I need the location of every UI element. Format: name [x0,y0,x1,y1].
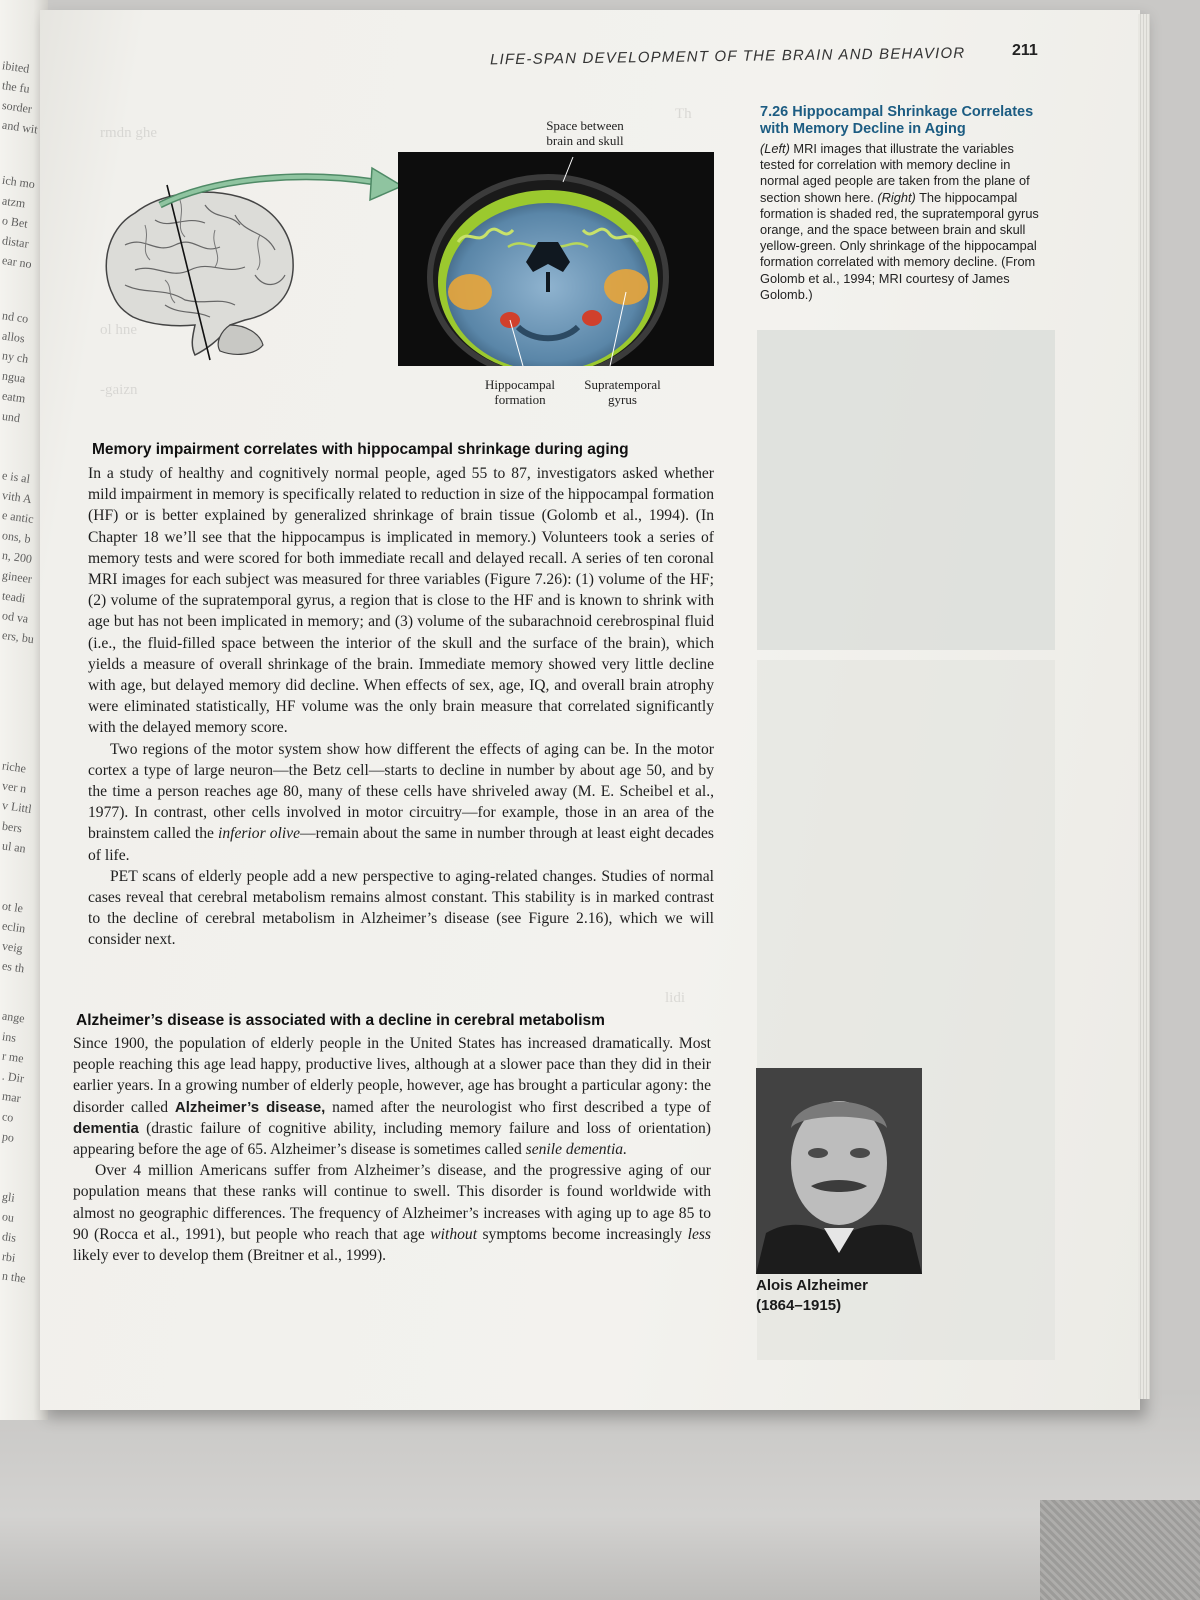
mri-coronal-image [398,152,714,366]
show-through-text: ol hne [100,322,138,338]
show-through-text: rmdn ghe [100,125,158,141]
paragraph: Over 4 million Americans suffer from Alzheimer’s disease, and the progressive aging of our population means that these ranks will continue to swell. This disorder is found worldwide with almost no geographic differences. The frequency of Alzheimer’s increases with aging up to age 85 to 90 (Rocca et al., 1991), but people who reach that age without symptoms become increasingly less likely ever to develop them (Breitner et al., 1999). [73,1162,711,1265]
running-head: LIFE-SPAN DEVELOPMENT OF THE BRAIN AND BEHAVIOR [489,44,966,69]
label-supratemporal-gyrus: Supratemporal gyrus [584,377,661,407]
table-surface [0,1390,1200,1600]
caption-right-tag: (Right) [877,189,916,205]
caption-text: The hippocampal formation is shaded red, the supratemporal gyrus orange, and the space between brain and skull yellow-green. Only shrinkage of the hippocampal formation correlated with memory decline. (From Golomb et al., 1994; MRI courtesy of James Golomb.) [760,189,1039,302]
caption-text: MRI images that illustrate the variables tested for correlation with memory decline in normal aged people are taken from the plane of section shown here. [760,141,1030,205]
show-through-text: lidi [665,990,686,1006]
facing-page-edge: ibited the fu sorder and wit ich mo atzm o Bet distar ear no nd co allos ny ch ngua eatm und e is al vith A e antic ons, b n, 200 gineer teadi od va ers, bu riche ver n v Littl bers ul an ot le eclin veig es th ange ins r me . Dir mar co po gli ou dis rbi n the [0,0,48,1420]
portrait-photo-alois-alzheimer [756,1068,922,1274]
page-stack-edge [1138,14,1150,1399]
show-through-text: Th [675,106,692,122]
label-space-between-brain-and-skull: Space between brain and skull [546,118,624,148]
arrow-to-mri [150,160,410,220]
portrait-caption [756,1276,956,1316]
page-number: 211 [1012,42,1038,59]
table-patch [1040,1500,1200,1600]
portrait-name: Alois Alzheimer [756,1277,868,1294]
caption-left-tag: (Left) [760,141,790,156]
section-heading-alzheimers: Alzheimer’s disease is associated with a decline in cerebral metabolism [76,1012,605,1029]
section-memory-body [88,463,714,951]
sidebar-shaded-panel [757,330,1055,650]
paragraph: PET scans of elderly people add a new perspective to aging-related changes. Studies of normal cases reveal that cerebral metabolism remains almost constant. This stability is in marked contrast to the decline of cerebral metabolism in Alzheimer’s disease (see Figure 2.16), which we will consider next. [88,867,714,949]
figure-caption-body [760,141,1052,303]
section-alzheimers-body [73,1033,711,1266]
section-heading-memory: Memory impairment correlates with hippocampal shrinkage during aging [92,441,629,458]
paragraph: Two regions of the motor system show how different the effects of aging can be. In the motor cortex a type of large neuron—the Betz cell—starts to decline in number by about age 50, and by the time a person reaches age 80, many of these cells have shriveled away (M. E. Scheibel et al., 1977). In contrast, other cells involved in motor circuitry—for example, those in an area of the brainstem called the inferior olive—remain about the same in number through at least eight decades of life. [88,740,714,864]
label-hippocampal-formation: Hippocampal formation [484,377,556,407]
paragraph: In a study of healthy and cognitively normal people, aged 55 to 87, investigators asked whether mild impairment in memory is specifically related to reduction in size of the hippocampal formation (HF) or is better explained by generalized shrinkage of brain tissue (Golomb et al., 1994). (In Chapter 18 we’ll see that the hippocampus is implicated in memory.) Volunteers took a series of memory tests and were scored for both immediate recall and delayed recall. A series of ten coronal MRI images for each subject was measured for three variables (Figure 7.26): (1) volume of the HF; (2) volume of the supratemporal gyrus, a region that is close to the HF and is known to shrink with age but has not been implicated in memory; and (3) volume of the subarachnoid cerebrospinal fluid (i.e., the fluid-filled space between the interior of the skull and the surface of the brain), which yields a measure of overall shrinkage of the brain. Immediate memory showed very little decline with age, but delayed memory did decline. When effects of sex, age, IQ, and overall brain atrophy were eliminated statistically, HF volume was the only brain measure that correlated significantly with the delayed memory score. [88,465,714,737]
figure-caption-title: 7.26 Hippocampal Shrinkage Correlates with Memory Decline in Aging [760,104,1034,137]
show-through-text: -gaizn [100,382,138,398]
paragraph: Since 1900, the population of elderly people in the United States has increased dramatically. Most people reaching this age lead happy, productive lives, although at a slower pace than they did in their earlier years. In a growing number of elderly people, however, age has brought a particular agony: the disorder called Alzheimer’s disease, named after the neurologist who first described a type of dementia (drastic failure of cognitive ability, including memory failure and loss of orientation) appearing before the age of 65. Alzheimer’s disease is sometimes called senile dementia. [73,1035,711,1159]
portrait-years: (1864–1915) [756,1297,842,1314]
